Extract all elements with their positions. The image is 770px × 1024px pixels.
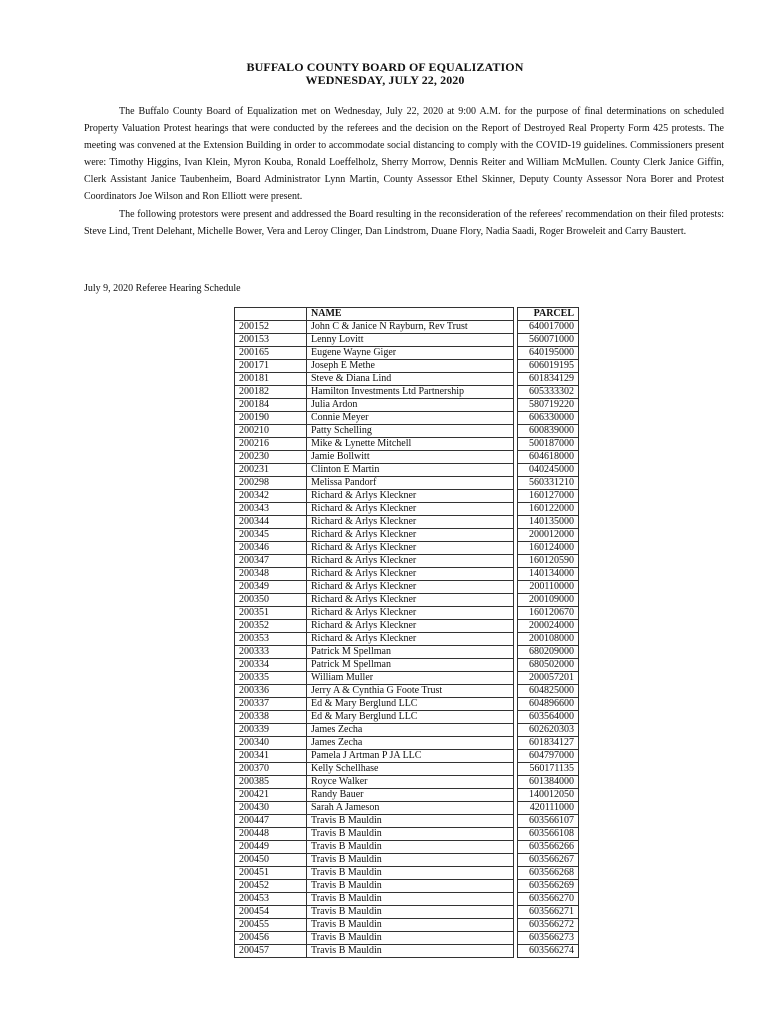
protest-id-cell: 200452	[235, 880, 307, 893]
parcel-cell: 680502000	[518, 659, 579, 672]
table-row	[235, 750, 579, 763]
table-row	[235, 828, 579, 841]
protest-id-cell: 200333	[235, 646, 307, 659]
parcel-cell: 560171135	[518, 763, 579, 776]
protest-id-cell: 200430	[235, 802, 307, 815]
table-row	[235, 503, 579, 516]
parcel-cell: 603566272	[518, 919, 579, 932]
owner-name-cell: Mike & Lynette Mitchell	[307, 438, 514, 451]
table-row	[235, 412, 579, 425]
parcel-cell: 500187000	[518, 438, 579, 451]
owner-name-cell: Pamela J Artman P JA LLC	[307, 750, 514, 763]
table-row	[235, 867, 579, 880]
table-row	[235, 685, 579, 698]
table-row	[235, 854, 579, 867]
parcel-cell: 601834129	[518, 373, 579, 386]
table-row	[235, 737, 579, 750]
parcel-cell: 603566266	[518, 841, 579, 854]
minutes-body	[84, 103, 724, 240]
owner-name-cell: Patrick M Spellman	[307, 646, 514, 659]
protest-id-cell: 200339	[235, 724, 307, 737]
parcel-cell: 160122000	[518, 503, 579, 516]
table-row	[235, 464, 579, 477]
parcel-cell: 603566273	[518, 932, 579, 945]
table-row	[235, 880, 579, 893]
parcel-cell: 200012000	[518, 529, 579, 542]
document-date: WEDNESDAY, JULY 22, 2020	[305, 73, 465, 87]
protest-id-cell: 200455	[235, 919, 307, 932]
table-row	[235, 646, 579, 659]
owner-name-cell: Travis B Mauldin	[307, 867, 514, 880]
parcel-cell: 604797000	[518, 750, 579, 763]
parcel-cell: 160127000	[518, 490, 579, 503]
table-row	[235, 594, 579, 607]
owner-name-cell: Richard & Arlys Kleckner	[307, 516, 514, 529]
owner-name-cell: Clinton E Martin	[307, 464, 514, 477]
owner-name-cell: Richard & Arlys Kleckner	[307, 503, 514, 516]
owner-name-cell: Richard & Arlys Kleckner	[307, 542, 514, 555]
paragraph-attendance: The Buffalo County Board of Equalization met on Wednesday, July 22, 2020 at 9:00 A.M. for the purpose of final determinations on scheduled Property Valuation Protest hearings that were conducted by the referees and the decision on the Report of Destroyed Real Property Form 425 protests. The meeting was convened at the Extension Building in order to accommodate social distancing to comply with the COVID-19 guidelines. Commissioners present were: Timothy Higgins, Ivan Klein, Myron Kouba, Ronald Loeffelholz, Sherry Morrow, Dennis Reiter and William McMullen. County Clerk Janice Giffin, Clerk Assistant Janice Taubenheim, Board Administrator Lynn Martin, County Assessor Ethel Skinner, Deputy County Assessor Nora Borer and Protest Coordinators Joe Wilson and Ron Elliott were present.	[84, 106, 724, 203]
table-body	[235, 321, 579, 958]
table-row	[235, 529, 579, 542]
protest-id-cell: 200350	[235, 594, 307, 607]
table-row	[235, 763, 579, 776]
parcel-cell: 140135000	[518, 516, 579, 529]
parcel-cell: 420111000	[518, 802, 579, 815]
table-row	[235, 516, 579, 529]
owner-name-cell: Sarah A Jameson	[307, 802, 514, 815]
parcel-cell: 603566274	[518, 945, 579, 958]
table-row	[235, 815, 579, 828]
protest-id-cell: 200181	[235, 373, 307, 386]
protest-id-cell: 200449	[235, 841, 307, 854]
table-row	[235, 698, 579, 711]
owner-name-cell: Travis B Mauldin	[307, 932, 514, 945]
parcel-cell: 200109000	[518, 594, 579, 607]
table-row	[235, 425, 579, 438]
owner-name-cell: James Zecha	[307, 737, 514, 750]
parcel-cell: 601834127	[518, 737, 579, 750]
protest-id-cell: 200421	[235, 789, 307, 802]
owner-name-cell: Royce Walker	[307, 776, 514, 789]
table-row	[235, 672, 579, 685]
protest-id-cell: 200342	[235, 490, 307, 503]
table-row	[235, 724, 579, 737]
parcel-cell: 606019195	[518, 360, 579, 373]
parcel-cell: 160124000	[518, 542, 579, 555]
parcel-cell: 640195000	[518, 347, 579, 360]
parcel-cell: 603566268	[518, 867, 579, 880]
owner-name-cell: Travis B Mauldin	[307, 815, 514, 828]
owner-name-cell: Ed & Mary Berglund LLC	[307, 698, 514, 711]
owner-name-cell: Travis B Mauldin	[307, 880, 514, 893]
protest-id-cell: 200351	[235, 607, 307, 620]
parcel-cell: 160120670	[518, 607, 579, 620]
owner-name-cell: Travis B Mauldin	[307, 919, 514, 932]
table-row	[235, 490, 579, 503]
owner-name-cell: Connie Meyer	[307, 412, 514, 425]
protest-id-cell: 200334	[235, 659, 307, 672]
protest-id-cell: 200344	[235, 516, 307, 529]
owner-name-cell: Eugene Wayne Giger	[307, 347, 514, 360]
protest-id-cell: 200335	[235, 672, 307, 685]
table-row	[235, 659, 579, 672]
owner-name-cell: Richard & Arlys Kleckner	[307, 581, 514, 594]
protest-id-cell: 200450	[235, 854, 307, 867]
parcel-cell: 603566108	[518, 828, 579, 841]
owner-name-cell: Richard & Arlys Kleckner	[307, 633, 514, 646]
protest-id-cell: 200171	[235, 360, 307, 373]
table-row	[235, 945, 579, 958]
owner-name-cell: Ed & Mary Berglund LLC	[307, 711, 514, 724]
protest-id-cell: 200447	[235, 815, 307, 828]
owner-name-cell: Richard & Arlys Kleckner	[307, 529, 514, 542]
parcel-cell: 604618000	[518, 451, 579, 464]
protest-id-cell: 200345	[235, 529, 307, 542]
table-row	[235, 555, 579, 568]
protest-id-cell: 200346	[235, 542, 307, 555]
table-row	[235, 841, 579, 854]
table-row	[235, 321, 579, 334]
parcel-cell: 605333302	[518, 386, 579, 399]
owner-name-cell: William Muller	[307, 672, 514, 685]
parcel-cell: 606330000	[518, 412, 579, 425]
schedule-heading: July 9, 2020 Referee Hearing Schedule	[84, 283, 241, 294]
protest-id-cell: 200210	[235, 425, 307, 438]
parcel-cell: 140012050	[518, 789, 579, 802]
protest-id-cell: 200190	[235, 412, 307, 425]
parcel-cell: 601384000	[518, 776, 579, 789]
parcel-cell: 603566267	[518, 854, 579, 867]
table-header-row	[235, 308, 579, 321]
owner-name-cell: Richard & Arlys Kleckner	[307, 490, 514, 503]
table-row	[235, 568, 579, 581]
table-row	[235, 360, 579, 373]
protest-id-cell: 200348	[235, 568, 307, 581]
owner-name-cell: Richard & Arlys Kleckner	[307, 620, 514, 633]
table-row	[235, 789, 579, 802]
table-row	[235, 906, 579, 919]
paragraph-protestors: The following protestors were present and addressed the Board resulting in the reconsideration of the referees' recommendation on their filed protests: Steve Lind, Trent Delehant, Michelle Bower, Vera and Leroy Clinger, Dan Lindstrom, Duane Flory, Nadia Saadi, Roger Broweleit and Carry Baustert.	[84, 208, 724, 237]
owner-name-cell: Travis B Mauldin	[307, 828, 514, 841]
parcel-cell: 140134000	[518, 568, 579, 581]
table-row	[235, 932, 579, 945]
owner-name-cell: Jerry A & Cynthia G Foote Trust	[307, 685, 514, 698]
table-row	[235, 347, 579, 360]
parcel-cell: 602620303	[518, 724, 579, 737]
table-row	[235, 399, 579, 412]
parcel-cell: 604896600	[518, 698, 579, 711]
owner-name-cell: Melissa Pandorf	[307, 477, 514, 490]
owner-name-cell: Richard & Arlys Kleckner	[307, 568, 514, 581]
protest-id-cell: 200456	[235, 932, 307, 945]
table-row	[235, 711, 579, 724]
parcel-cell: 640017000	[518, 321, 579, 334]
protest-id-cell: 200454	[235, 906, 307, 919]
table-row	[235, 438, 579, 451]
owner-name-cell: Steve & Diana Lind	[307, 373, 514, 386]
protest-id-cell: 200165	[235, 347, 307, 360]
owner-name-cell: Jamie Bollwitt	[307, 451, 514, 464]
owner-name-cell: Hamilton Investments Ltd Partnership	[307, 386, 514, 399]
parcel-cell: 160120590	[518, 555, 579, 568]
owner-name-cell: Travis B Mauldin	[307, 854, 514, 867]
parcel-cell: 040245000	[518, 464, 579, 477]
parcel-cell: 560331210	[518, 477, 579, 490]
owner-name-cell: Lenny Lovitt	[307, 334, 514, 347]
table-row	[235, 776, 579, 789]
parcel-cell: 560071000	[518, 334, 579, 347]
parcel-cell: 603566271	[518, 906, 579, 919]
protest-id-cell: 200349	[235, 581, 307, 594]
parcel-cell: 200057201	[518, 672, 579, 685]
protest-id-cell: 200336	[235, 685, 307, 698]
protest-id-cell: 200453	[235, 893, 307, 906]
table-row	[235, 386, 579, 399]
protest-id-cell: 200338	[235, 711, 307, 724]
header-id	[235, 308, 307, 321]
owner-name-cell: Patty Schelling	[307, 425, 514, 438]
parcel-cell: 200110000	[518, 581, 579, 594]
parcel-cell: 600839000	[518, 425, 579, 438]
owner-name-cell: Travis B Mauldin	[307, 945, 514, 958]
parcel-cell: 603566107	[518, 815, 579, 828]
owner-name-cell: Travis B Mauldin	[307, 893, 514, 906]
table-row	[235, 334, 579, 347]
protest-id-cell: 200457	[235, 945, 307, 958]
protest-id-cell: 200182	[235, 386, 307, 399]
hearing-schedule-table	[234, 307, 579, 958]
protest-id-cell: 200347	[235, 555, 307, 568]
protest-id-cell: 200184	[235, 399, 307, 412]
table-row	[235, 919, 579, 932]
protest-id-cell: 200153	[235, 334, 307, 347]
protest-id-cell: 200337	[235, 698, 307, 711]
owner-name-cell: James Zecha	[307, 724, 514, 737]
table-row	[235, 477, 579, 490]
owner-name-cell: Richard & Arlys Kleckner	[307, 607, 514, 620]
protest-id-cell: 200231	[235, 464, 307, 477]
owner-name-cell: Julia Ardon	[307, 399, 514, 412]
protest-id-cell: 200341	[235, 750, 307, 763]
table-row	[235, 542, 579, 555]
protest-id-cell: 200451	[235, 867, 307, 880]
protest-id-cell: 200448	[235, 828, 307, 841]
parcel-cell: 603566270	[518, 893, 579, 906]
protest-id-cell: 200385	[235, 776, 307, 789]
protest-id-cell: 200340	[235, 737, 307, 750]
table-row	[235, 620, 579, 633]
table-row	[235, 893, 579, 906]
parcel-cell: 200024000	[518, 620, 579, 633]
protest-id-cell: 200370	[235, 763, 307, 776]
parcel-cell: 604825000	[518, 685, 579, 698]
table-row	[235, 451, 579, 464]
owner-name-cell: Richard & Arlys Kleckner	[307, 555, 514, 568]
header-parcel: PARCEL	[518, 308, 579, 321]
table-row	[235, 607, 579, 620]
owner-name-cell: John C & Janice N Rayburn, Rev Trust	[307, 321, 514, 334]
table-row	[235, 373, 579, 386]
parcel-cell: 680209000	[518, 646, 579, 659]
table-row	[235, 802, 579, 815]
document-title: BUFFALO COUNTY BOARD OF EQUALIZATION	[246, 60, 524, 74]
protest-id-cell: 200152	[235, 321, 307, 334]
owner-name-cell: Randy Bauer	[307, 789, 514, 802]
protest-id-cell: 200298	[235, 477, 307, 490]
owner-name-cell: Richard & Arlys Kleckner	[307, 594, 514, 607]
table-row	[235, 581, 579, 594]
parcel-cell: 200108000	[518, 633, 579, 646]
parcel-cell: 580719220	[518, 399, 579, 412]
owner-name-cell: Kelly Schellhase	[307, 763, 514, 776]
owner-name-cell: Joseph E Methe	[307, 360, 514, 373]
owner-name-cell: Travis B Mauldin	[307, 906, 514, 919]
table-row	[235, 633, 579, 646]
protest-id-cell: 200216	[235, 438, 307, 451]
header-name: NAME	[307, 308, 514, 321]
protest-id-cell: 200343	[235, 503, 307, 516]
owner-name-cell: Patrick M Spellman	[307, 659, 514, 672]
protest-id-cell: 200353	[235, 633, 307, 646]
protest-id-cell: 200352	[235, 620, 307, 633]
parcel-cell: 603566269	[518, 880, 579, 893]
protest-id-cell: 200230	[235, 451, 307, 464]
owner-name-cell: Travis B Mauldin	[307, 841, 514, 854]
parcel-cell: 603564000	[518, 711, 579, 724]
